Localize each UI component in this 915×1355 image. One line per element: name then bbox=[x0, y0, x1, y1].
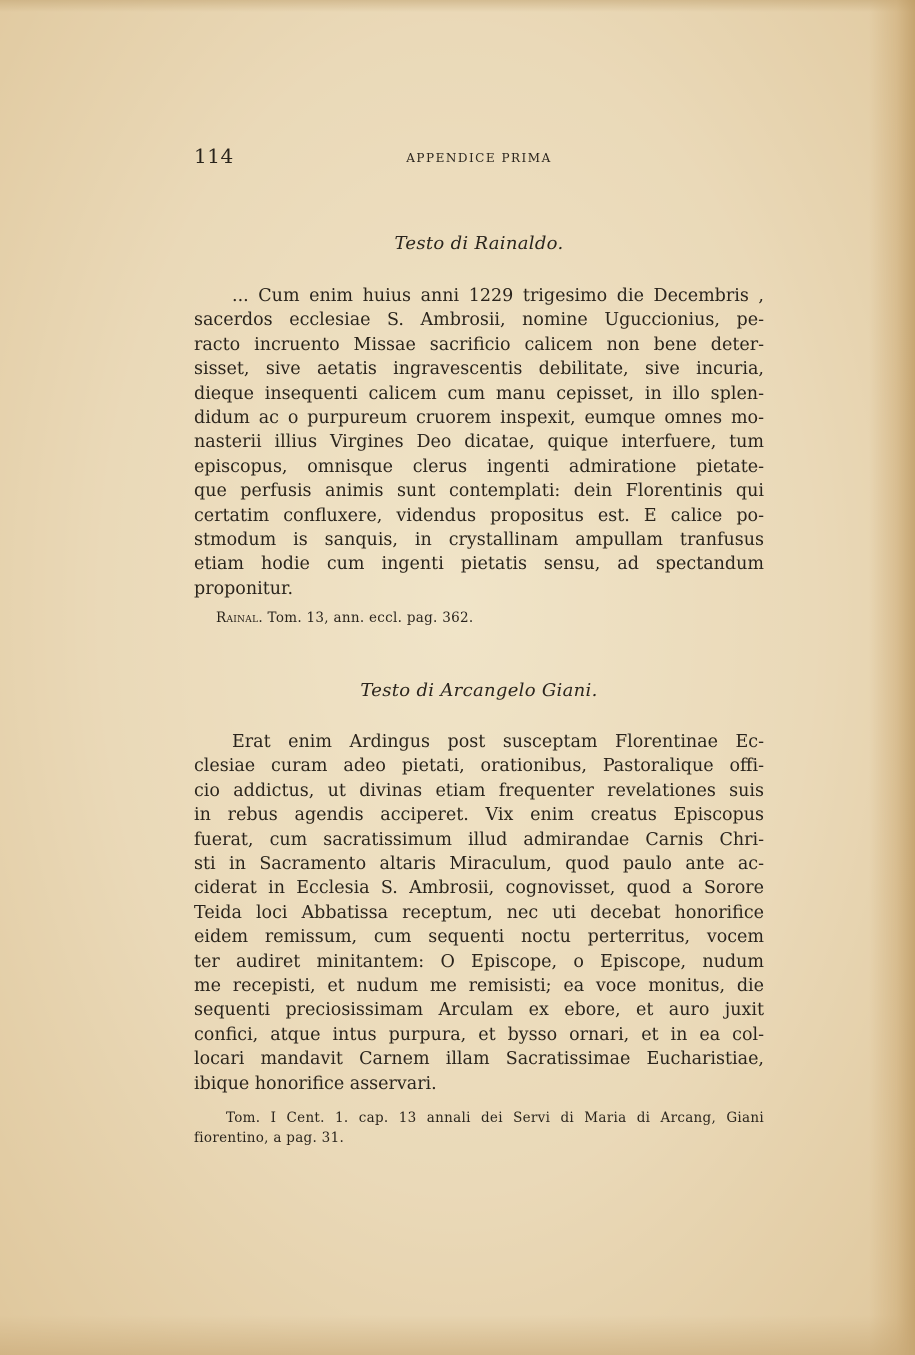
page-header bbox=[194, 144, 764, 174]
text-line: sti in Sacramento altaris Miraculum, quod paulo ante ac- bbox=[194, 854, 764, 875]
text-line: racto incruento Missae sacrificio calicem non bene deter- bbox=[194, 334, 764, 355]
section-title-rainaldo: Testo di Rainaldo. bbox=[394, 233, 564, 254]
text-line: didum ac o purpureum cruorem inspexit, eumque omnes mo- bbox=[194, 408, 764, 429]
section-body-rainaldo bbox=[194, 284, 764, 601]
text-line: etiam hodie cum ingenti pietatis sensu, ad spectandum bbox=[194, 554, 764, 575]
running-head: APPENDICE PRIMA bbox=[406, 151, 552, 165]
text-line: certatim confluxere, videndus propositus est. E calice po- bbox=[194, 505, 764, 526]
citation-rainaldo bbox=[216, 608, 474, 628]
text-line: sisset, sive aetatis ingravescentis debilitate, sive incuria, bbox=[194, 359, 764, 380]
text-line: ciderat in Ecclesia S. Ambrosii, cognovisset, quod a Sorore bbox=[194, 878, 764, 899]
section-title-giani: Testo di Arcangelo Giani. bbox=[360, 680, 598, 701]
text-line: ibique honorifice asservari. bbox=[194, 1073, 437, 1094]
text-line: Teida loci Abbatissa receptum, nec uti decebat honorifice bbox=[194, 902, 764, 923]
page-bottom-edge bbox=[0, 1315, 915, 1355]
citation-reference: Tom. 13, ann. eccl. pag. 362. bbox=[262, 610, 474, 626]
text-line: que perfusis animis sunt contemplati: dein Florentinis qui bbox=[194, 481, 764, 502]
text-line: sacerdos ecclesiae S. Ambrosii, nomine Uguccionius, pe- bbox=[194, 310, 764, 331]
citation-line: Tom. I Cent. 1. cap. 13 annali dei Servi di Maria di Arcang, Giani bbox=[226, 1110, 764, 1126]
citation-line: fiorentino, a pag. 31. bbox=[194, 1130, 345, 1146]
text-line: ... Cum enim huius anni 1229 trigesimo die Decembris , bbox=[232, 286, 764, 306]
citation-giani bbox=[194, 1108, 764, 1148]
page-top-edge bbox=[0, 0, 915, 12]
text-line: ter audiret minitantem: O Episcope, o Episcope, nudum bbox=[194, 951, 764, 972]
text-line: nasterii illius Virgines Deo dicatae, quique interfuere, tum bbox=[194, 432, 764, 453]
text-line: episcopus, omnisque clerus ingenti admiratione pietate- bbox=[194, 456, 764, 477]
page-number: 114 bbox=[194, 144, 234, 168]
citation-author: Rainal. bbox=[216, 610, 263, 626]
text-line: cio addictus, ut divinas etiam frequenter revelationes suis bbox=[194, 780, 764, 801]
text-line: stmodum is sanquis, in crystallinam ampullam tranfusus bbox=[194, 530, 764, 551]
text-line: locari mandavit Carnem illam Sacratissimae Eucharistiae, bbox=[194, 1049, 764, 1070]
text-line: proponitur. bbox=[194, 578, 294, 599]
text-line: fuerat, cum sacratissimum illud admirandae Carnis Chri- bbox=[194, 829, 764, 850]
text-line: clesiae curam adeo pietati, orationibus, Pastoralique offi- bbox=[194, 756, 764, 777]
text-line: in rebus agendis acciperet. Vix enim creatus Episcopus bbox=[194, 805, 764, 826]
text-line: eidem remissum, cum sequenti noctu perterritus, vocem bbox=[194, 927, 764, 948]
section-body-giani bbox=[194, 730, 764, 1096]
text-line: sequenti preciosissimam Arculam ex ebore, et auro juxit bbox=[194, 1000, 764, 1021]
text-line: confici, atque intus purpura, et bysso ornari, et in ea col- bbox=[194, 1024, 764, 1045]
page-right-edge bbox=[869, 0, 915, 1355]
text-line: Erat enim Ardingus post susceptam Florentinae Ec- bbox=[232, 732, 764, 752]
text-line: dieque insequenti calicem cum manu cepisset, in illo splen- bbox=[194, 383, 764, 404]
text-line: me recepisti, et nudum me remisisti; ea voce monitus, die bbox=[194, 976, 764, 997]
